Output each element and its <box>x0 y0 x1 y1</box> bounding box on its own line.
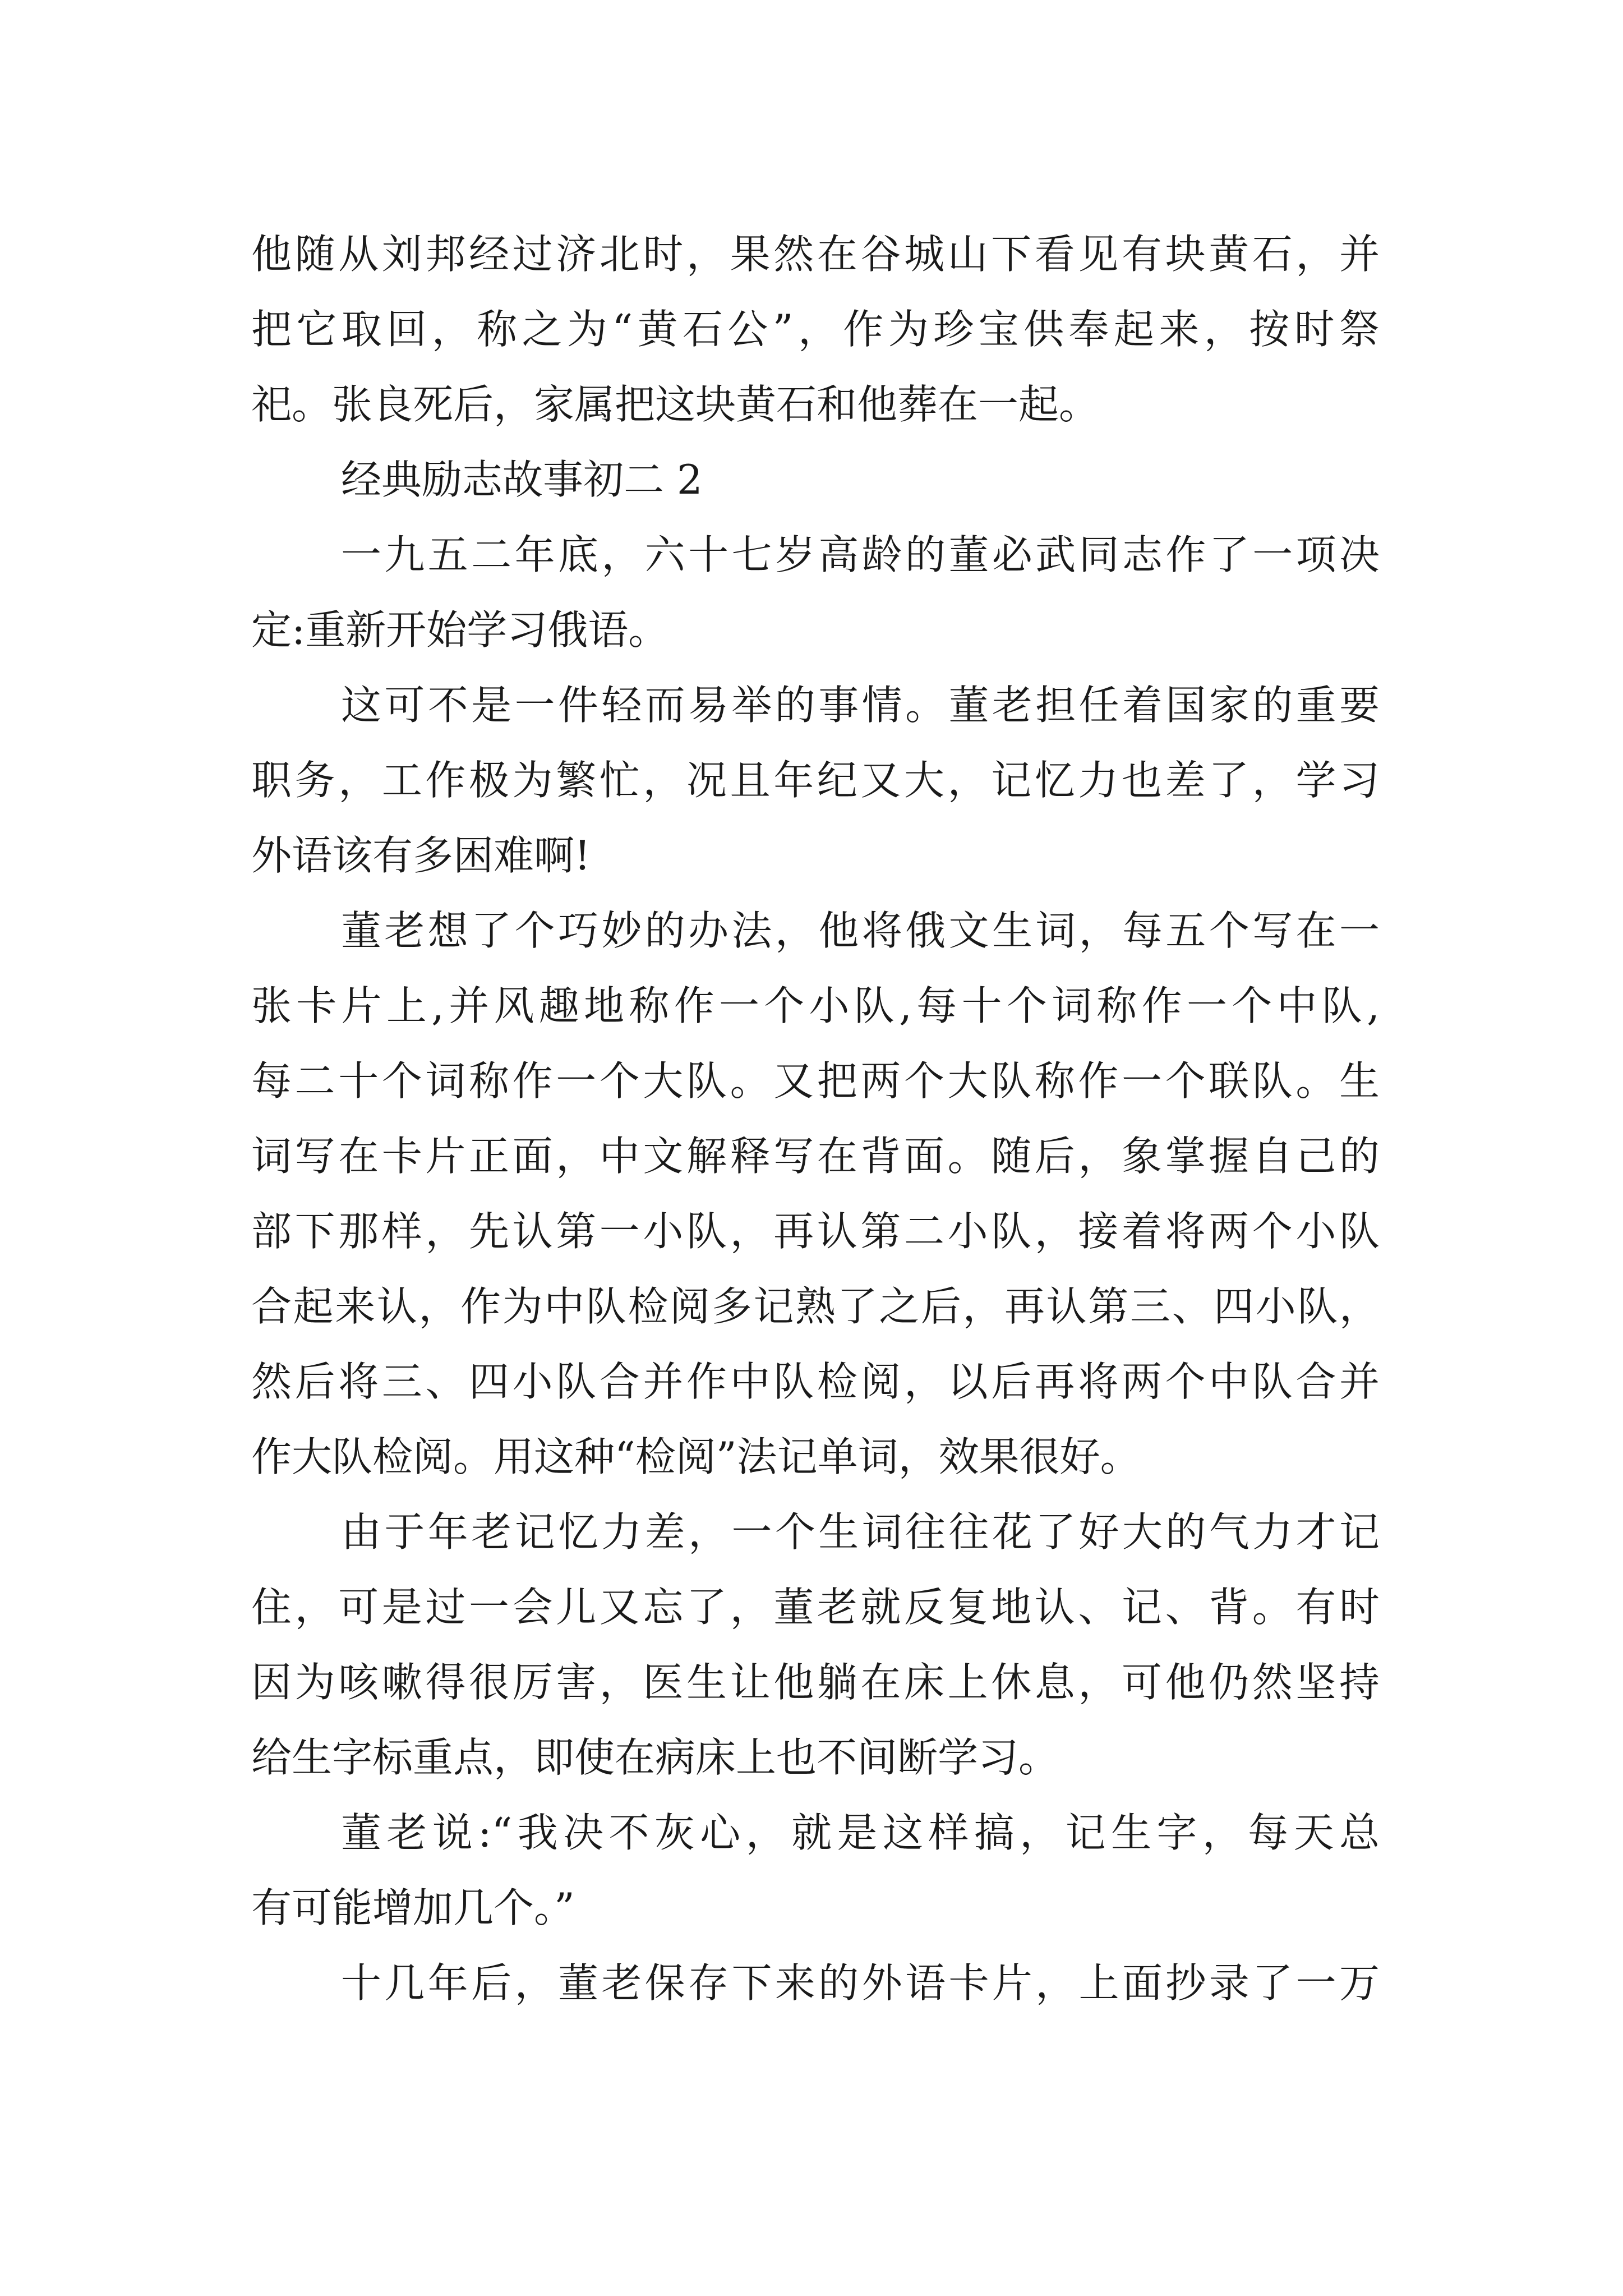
section-heading: 经典励志故事初二 2 <box>341 456 703 503</box>
text-line: 外语该有多困难啊! <box>251 832 591 879</box>
text-line: 十几年后，董老保存下来的外语卡片，上面抄录了一万 <box>341 1959 1380 2007</box>
text-line: 每二十个词称作一个大队。又把两个大队称作一个联队。生 <box>251 1057 1380 1105</box>
text-line: 董老想了个巧妙的办法，他将俄文生词，每五个写在一 <box>341 907 1380 954</box>
text-line: 董老说:“我决不灰心，就是这样搞，记生字，每天总 <box>341 1809 1380 1856</box>
text-line: 合起来认，作为中队检阅多记熟了之后，再认第三、四小队， <box>251 1283 1380 1330</box>
text-line: 然后将三、四小队合并作中队检阅，以后再将两个中队合并 <box>251 1358 1380 1405</box>
text-line: 因为咳嗽得很厉害，医生让他躺在床上休息，可他仍然坚持 <box>251 1659 1380 1706</box>
text-line: 住，可是过一会儿又忘了，董老就反复地认、记、背。有时 <box>251 1584 1380 1631</box>
text-line: 定:重新开始学习俄语。 <box>251 606 669 654</box>
text-line: 由于年老记忆力差，一个生词往往花了好大的气力才记 <box>341 1508 1380 1556</box>
text-line: 一九五二年底，六十七岁高龄的董必武同志作了一项决 <box>341 531 1380 578</box>
text-line: 作大队检阅。用这种“检阅”法记单词，效果很好。 <box>251 1433 1141 1480</box>
text-line: 他随从刘邦经过济北时，果然在谷城山下看见有块黄石，并 <box>251 231 1380 278</box>
text-line: 词写在卡片正面，中文解释写在背面。随后，象掌握自己的 <box>251 1133 1380 1180</box>
text-line: 有可能增加几个。” <box>251 1884 575 1931</box>
text-line: 这可不是一件轻而易举的事情。董老担任着国家的重要 <box>341 682 1380 729</box>
text-line: 部下那样，先认第一小队，再认第二小队，接着将两个小队 <box>251 1208 1380 1255</box>
text-line: 祀。张良死后，家属把这块黄石和他葬在一起。 <box>251 381 1100 428</box>
text-line: 给生字标重点，即使在病床上也不间断学习。 <box>251 1734 1059 1781</box>
document-body <box>251 217 1380 2021</box>
text-line: 把它取回，称之为“黄石公”，作为珍宝供奉起来，按时祭 <box>251 306 1380 353</box>
text-line: 张卡片上,并风趣地称作一个小队,每十个词称作一个中队, <box>251 982 1380 1029</box>
text-line: 职务，工作极为繁忙，况且年纪又大，记忆力也差了，学习 <box>251 757 1380 804</box>
